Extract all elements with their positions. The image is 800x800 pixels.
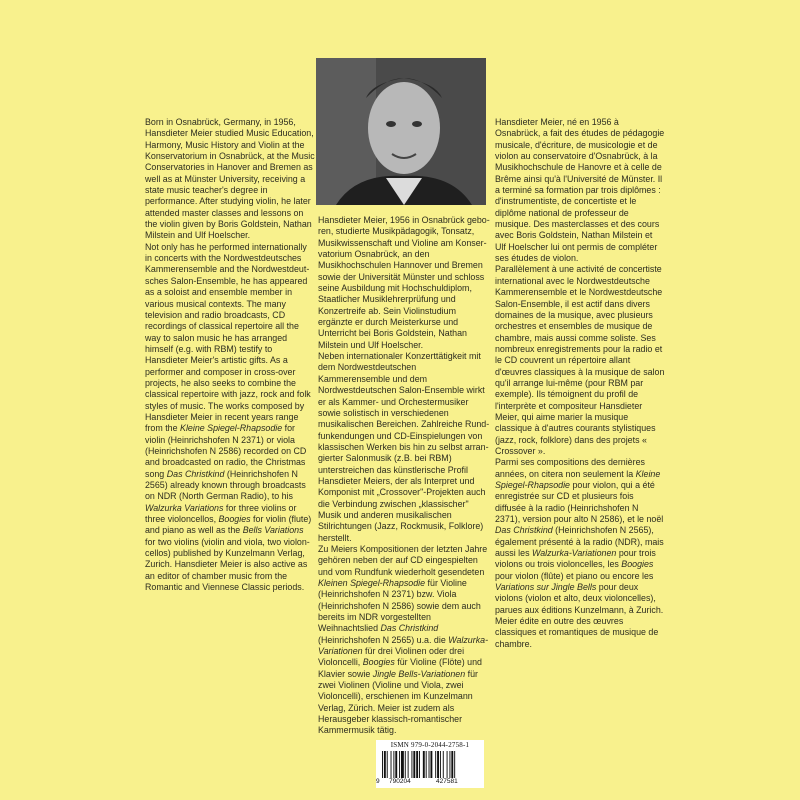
italic-title: Kleine Spiegel-Rhapsodie <box>180 423 283 434</box>
text-run: pour violon, qui a été enregistrée sur CD et plusieurs fois diffusée à la radio (Heinrichshofen N 2371), version pour alto N 2586), et le noël <box>495 480 664 525</box>
italic-title: Boogies <box>218 514 251 525</box>
barcode-bar <box>451 751 453 778</box>
paragraph <box>495 264 665 457</box>
text-run: Hansdieter Meier, né en 1956 à Osnabrück, a fait des études de pédagogie musicale, d'écriture, de musicologie et de violon au conservatoire d'Osnabrück, à la Musikhochschule de Hanovre et à celle de Brême ainsi qu'à l'Université de Münster. Il a terminé sa formation par trois diplômes : d'instrumentiste, de concertiste et le diplôme national de professeur de musique. Des masterclasses et des cours avec Boris Goldstein, Nathan Milstein et Ulf Hoelscher lui ont permis de compléter ses études de violon. <box>495 117 665 264</box>
text-run: pour violon (flûte) et piano ou encore les <box>495 570 654 581</box>
text-run: Hansdieter Meier, 1956 in Osnabrück geboren, studierte Musikpädagogik, Tonsatz, Musikwissenschaft und Violine am Konservatorium Osnabrück, an den Musikhochschulen Hannover und Bremen sowie der Universität Münster und schloss seine Ausbildung mit Hochschuldiplom, Staatlicher Musiklehrerprüfung und Konzertreife ab. Sein Violinstudium ergänzte er durch Meisterkurse und Unterricht bei Boris Goldstein, Nathan Milstein und Ulf Hoelscher. <box>318 215 490 350</box>
barcode-bar <box>440 751 441 778</box>
italic-title: Walzurka-Variationen <box>532 548 617 559</box>
italic-title: Variations sur Jingle Bells <box>495 582 597 593</box>
french-biography <box>495 117 665 650</box>
text-run: Parallèlement à une activité de concertiste international avec le Nordwestdeutsche Kammerensemble et le Nordwestdeutsche Salon-Ensemble, il est actif dans divers domaines de la musique, avec plusieurs orchestres et ensembles de musique de chambre, mais aussi comme soliste. Ses nombreux enregistrements pour la radio et le CD couvrent un répertoire allant d'œuvres classiques à la musique de salon qu'il arrange lui-même (pour RBM par exemple). Ils témoignent du profil de l'interprète et compositeur Hansdieter Meier, qui aime marier la musique classique à d'autres courants stylistiques (jazz, rock, folklore) dans des projets « Crossover ». <box>495 264 665 456</box>
italic-title: Jingle Bells-Variationen <box>372 668 466 679</box>
text-run: Parmi ses compositions des dernières années, on citera non seulement la <box>495 457 645 479</box>
italic-title: Das Christkind <box>166 468 225 479</box>
text-run: for violin (flute) and piano as well as the <box>145 514 312 536</box>
italic-title: Walzurka-Variationen <box>318 634 489 657</box>
barcode-bars <box>382 751 478 778</box>
text-run: Zu Meiers Kompositionen der letzten Jahre gehören neben der auf CD eingespielten und vom Rundfunk wiederholt gesendeten <box>318 543 488 577</box>
barcode-label <box>376 740 484 788</box>
paragraph <box>145 242 315 594</box>
text-run: for two violins (violin and viola, two violoncellos) published by Kunzelmann Verlag, Zurich. Hansdieter Meier is also active as an editor of chamber music from the Romantic and Viennese Classic periods. <box>145 536 310 593</box>
barcode-bar <box>426 751 427 778</box>
barcode-bar <box>391 751 392 778</box>
italic-title: Das Christkind <box>380 623 439 634</box>
barcode-bar <box>393 751 394 778</box>
text-run: for violin (Heinrichshofen N 2371) or viola (Heinrichshofen N 2586) recorded on CD and broadcasted on radio, the Christmas song <box>145 423 307 479</box>
ismn-number: ISMN 979-0-2044-2758-1 <box>390 741 470 749</box>
paragraph <box>495 117 665 264</box>
barcode-bar <box>382 751 383 778</box>
text-run: für zwei Violinen (Violine und Viola, zwei Violoncelli), erschienen im Kunzelmann Verlag, Zürich. Meier ist zudem als Herausgeber klassisch-romantischer Kammermusik tätig. <box>318 668 478 736</box>
barcode-bar <box>401 751 404 778</box>
paragraph <box>318 544 490 737</box>
text-run: für Violine (Flöte) und Klavier sowie <box>318 657 482 679</box>
barcode-bar <box>429 751 430 778</box>
paragraph <box>145 117 315 242</box>
barcode-bar <box>411 751 412 778</box>
author-portrait-photo <box>316 58 486 205</box>
barcode-digits-group1: 790204 <box>389 778 411 785</box>
italic-title: Bells Variations <box>242 525 304 536</box>
german-biography <box>318 215 490 737</box>
italic-title: Kleinen Spiegel-Rhapsodie <box>318 578 426 588</box>
text-run: for three violins or three violoncellos, <box>145 502 297 525</box>
text-run: Not only has he performed internationally in concerts with the Nordwestdeutsches Kammerensemble and the Nordwestdeutsches Salon-Ensemble, he has appeared as a soloist and ensemble member in various musical contexts. The many television and radio broadcasts, CD recordings of classical repertoire all the way to salon music he has arranged himself (e.g. with RBM) testify to Hansdieter Meier's artistic gifts. As a performer and composer in cross-over projects, he also seeks to combine the classical repertoire with jazz, rock and folk styles of music. The works composed by Hansdieter Meier in recent years range from the <box>145 241 311 434</box>
text-run: Born in Osnabrück, Germany, in 1956, Hansdieter Meier studied Music Education, Harmony, Music History and Violin at the Konservatorium in Osnabrück, at the Music Conservatories in Hanover and Bremen as well as at Münster University, receiving a state music teacher's degree in performance. After studying violin, he later attended master classes and lessons on the violin given by Boris Goldstein, Nathan Milstein and Ulf Hoelscher. <box>145 117 315 241</box>
barcode-bar <box>405 751 406 778</box>
text-run: (Heinrichshofen N 2565) already known through broadcasts on NDR (North German Radio), to his <box>145 468 306 502</box>
barcode-bar <box>413 751 415 778</box>
barcode-bar <box>384 751 386 778</box>
barcode-bar <box>416 751 418 778</box>
paragraph <box>495 457 665 650</box>
english-biography <box>145 117 315 593</box>
italic-title: Boogies <box>621 559 654 570</box>
paragraph <box>318 215 490 351</box>
barcode-bar <box>395 751 397 778</box>
barcode-bar <box>387 751 388 778</box>
text-run: (Heinrichshofen N 2565) u.a. die <box>318 634 449 645</box>
barcode-digit-first: 9 <box>376 778 380 785</box>
italic-title: Walzurka Variations <box>145 502 224 513</box>
text-run: für Violine (Heinrichshofen N 2371) bzw. Viola (Heinrichshofen N 2586) sowie dem auch bereits im NDR vorgestellten Weihnachtslied <box>318 578 481 634</box>
text-run: Neben internationaler Konzerttätigkeit mit dem Nordwestdeutschen Kammerensemble und dem Nordwestdeutschen Salon-Ensemble wirkt er als Kammer- und Orchestermusiker sowie solistisch in verschiedenen musikalischen Bereichen. Zahlreiche Rundfunkendungen und CD-Einspielungen von klassischen Werken bis hin zu selbst arrangierter Salonmusik (z.B. bei RBM) unterstreichen das künstlerische Profil Hansdieter Meiers, der als Interpret und Komponist mit „Crossover"-Projekten auch die Verbindung zwischen „klassischer" Musik und anderen musikalischen Stilrichtungen (Jazz, Rockmusik, Folklore) herstellt. <box>318 351 490 543</box>
text-run: (Heinrichshofen N 2565), également présenté à la radio (NDR), mais aussi les <box>495 525 664 559</box>
barcode-bar <box>430 751 432 778</box>
barcode-bar <box>454 751 455 778</box>
barcode-bar <box>408 751 409 778</box>
barcode-bar <box>443 751 444 778</box>
italic-title: Kleine Spiegel-Rhapsodie <box>495 468 661 490</box>
barcode-bar <box>447 751 448 778</box>
barcode-bar <box>449 751 450 778</box>
barcode-bar <box>419 751 420 778</box>
barcode-bar <box>423 751 425 778</box>
paragraph <box>318 351 490 544</box>
italic-title: Das Christkind <box>495 525 553 536</box>
barcode-bar <box>399 751 400 778</box>
barcode-bar <box>437 751 439 778</box>
text-run: pour deux violons (violon et alto, deux violoncelles), parues aux éditions Kunzelmann, à Zurich. Meier édite en outre des œuvres classiques et romantiques de musique de chambre. <box>495 582 664 649</box>
italic-title: Boogies <box>362 657 395 668</box>
text-run: für drei Violinen oder drei Violoncelli, <box>318 646 465 668</box>
text-run: pour trois violons ou trois violoncelles, les <box>495 548 656 570</box>
barcode-digits-group2: 427581 <box>436 778 458 785</box>
barcode-bar <box>435 751 436 778</box>
